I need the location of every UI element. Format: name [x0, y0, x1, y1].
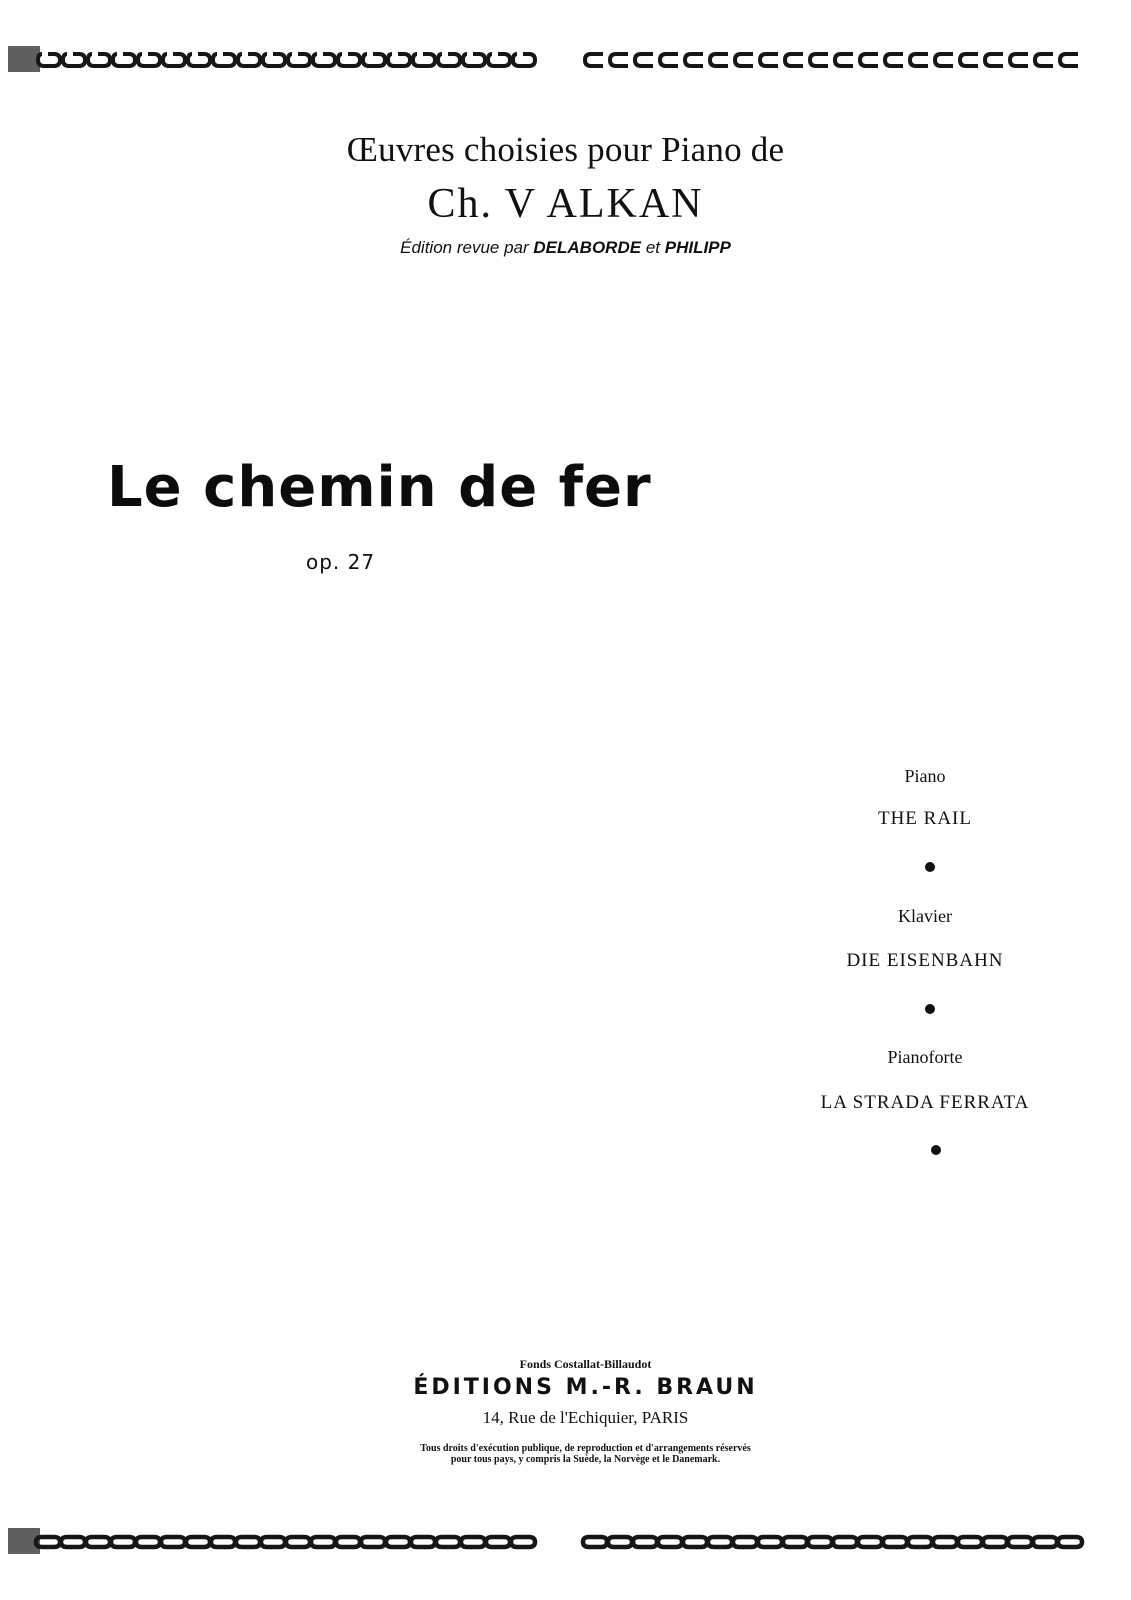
translation-instrument-klavier: Klavier — [898, 906, 952, 926]
composer-name: Ch. V ALKAN — [427, 181, 704, 227]
publisher-name: ÉDITIONS M.-R. BRAUN — [413, 1375, 758, 1400]
publisher-fonds: Fonds Costallat-Billaudot — [519, 1357, 652, 1371]
publisher-rights-notice — [20, 1443, 1131, 1465]
edition-prefix: Édition revue par — [400, 238, 529, 257]
work-title: Le chemin de fer — [107, 455, 652, 520]
opus-number: op. 27 — [306, 550, 376, 574]
translation-title-german: DIE EISENBAHN — [846, 950, 1004, 971]
top-chain-border — [0, 38, 1131, 78]
bullet-dot — [931, 1145, 941, 1155]
edition-conjunction: et — [645, 238, 660, 257]
editor-philipp: PHILIPP — [664, 238, 731, 257]
edition-note — [0, 238, 1131, 258]
translation-instrument-pianoforte: Pianoforte — [887, 1047, 963, 1067]
bullet-dot — [925, 862, 935, 872]
bottom-chain-border — [0, 1520, 1131, 1560]
publisher-address: 14, Rue de l'Echiquier, PARIS — [482, 1408, 689, 1427]
series-title: Œuvres choisies pour Piano de — [346, 130, 785, 169]
rights-line-2: pour tous pays, y compris la Suède, la Norvège et le Danemark. — [450, 1454, 721, 1465]
translation-title-italian: LA STRADA FERRATA — [820, 1092, 1030, 1113]
translation-instrument-piano: Piano — [904, 766, 946, 786]
rights-line-1: Tous droits d'exécution publique, de reproduction et d'arrangements réservés — [420, 1443, 751, 1454]
bullet-dot — [925, 1004, 935, 1014]
editor-delaborde: DELABORDE — [533, 238, 642, 257]
translation-title-english: THE RAIL — [877, 808, 972, 829]
